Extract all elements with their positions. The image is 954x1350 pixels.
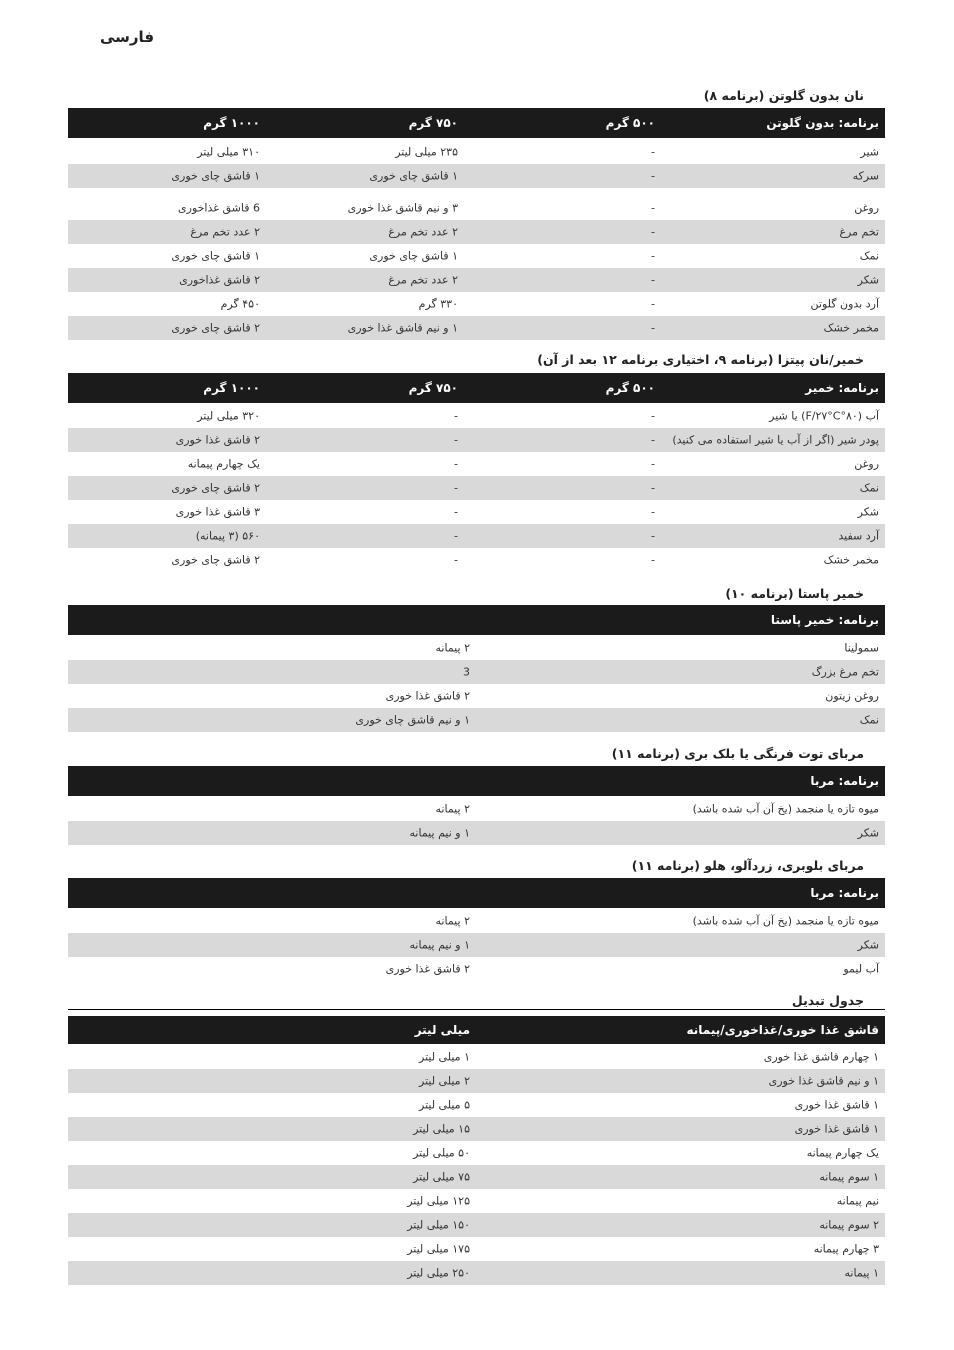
section-title-pizza: خمیر/نان پیتزا (برنامه ۹، اختیاری برنامه ۱۲ بعد از آن) bbox=[537, 352, 864, 367]
cell: ۱ و نیم پیمانه bbox=[409, 826, 470, 840]
cell: ۵ میلی لیتر bbox=[419, 1098, 470, 1112]
cell: - bbox=[651, 481, 655, 495]
section-title-gluten-free: نان بدون گلوتن (برنامه ۸) bbox=[703, 88, 864, 103]
cell: نیم پیمانه bbox=[836, 1194, 879, 1208]
cell: پودر شیر (اگر از آب یا شیر استفاده می کنید) bbox=[672, 433, 879, 447]
table-row bbox=[68, 196, 885, 220]
table-row bbox=[68, 708, 885, 732]
cell: - bbox=[651, 409, 655, 423]
table-row bbox=[68, 164, 885, 188]
cell: ۱ قاشق چای خوری bbox=[369, 249, 458, 263]
table-header-jam bbox=[68, 878, 885, 908]
cell: ۴۵۰ گرم bbox=[220, 297, 260, 311]
cell: ۳ و نیم قاشق غذا خوری bbox=[347, 201, 458, 215]
header-cell: ۱۰۰۰ گرم bbox=[203, 381, 260, 395]
cell: - bbox=[651, 145, 655, 159]
section-title-conversion: جدول تبدیل bbox=[791, 993, 864, 1008]
table-row bbox=[68, 636, 885, 660]
table-row bbox=[68, 292, 885, 316]
cell: ۲ پیمانه bbox=[435, 802, 470, 816]
cell: ۱ پیمانه bbox=[844, 1266, 879, 1280]
cell: ۱ قاشق چای خوری bbox=[171, 249, 260, 263]
cell: ۷۵ میلی لیتر bbox=[413, 1170, 470, 1184]
cell: آرد بدون گلوتن bbox=[810, 297, 879, 311]
cell: سرکه bbox=[852, 169, 879, 183]
cell: روغن bbox=[854, 201, 879, 215]
table-row bbox=[68, 452, 885, 476]
cell: ۱ و نیم پیمانه bbox=[409, 938, 470, 952]
cell: - bbox=[454, 409, 458, 423]
cell: ۱ قاشق غذا خوری bbox=[794, 1122, 879, 1136]
table-header-pizza bbox=[68, 373, 885, 403]
cell: ۳۲۰ میلی لیتر bbox=[197, 409, 260, 423]
table-row bbox=[68, 1141, 885, 1165]
table-row bbox=[68, 957, 885, 981]
cell: - bbox=[454, 529, 458, 543]
cell: ۱۵ میلی لیتر bbox=[413, 1122, 470, 1136]
header-cell: برنامه: خمیر پاستا bbox=[770, 613, 879, 627]
cell: ۲۵۰ میلی لیتر bbox=[407, 1266, 470, 1280]
cell: ۵۶۰ (۳ پیمانه) bbox=[195, 529, 260, 543]
cell: شکر bbox=[857, 826, 879, 840]
cell: نمک bbox=[859, 481, 879, 495]
cell: ۳ قاشق غذا خوری bbox=[175, 505, 260, 519]
header-cell: برنامه: مربا bbox=[810, 774, 879, 788]
cell: - bbox=[454, 457, 458, 471]
cell: ۱ و نیم قاشق غذا خوری bbox=[347, 321, 458, 335]
cell: ۲ قاشق غذا خوری bbox=[385, 689, 470, 703]
section-title-blueberry-jam: مربای بلوبری، زردآلو، هلو (برنامه ۱۱) bbox=[631, 858, 864, 873]
cell: ۱ قاشق غذا خوری bbox=[794, 1098, 879, 1112]
cell: ۲ عدد تخم مرغ bbox=[388, 273, 458, 287]
cell: نمک bbox=[859, 713, 879, 727]
cell: ۲ میلی لیتر bbox=[419, 1074, 470, 1088]
cell: - bbox=[651, 457, 655, 471]
table-row bbox=[68, 1237, 885, 1261]
cell: شکر bbox=[857, 273, 879, 287]
table-row bbox=[68, 244, 885, 268]
table-row bbox=[68, 524, 885, 548]
cell: تخم مرغ بزرگ bbox=[811, 665, 879, 679]
header-cell: ۷۵۰ گرم bbox=[408, 116, 458, 130]
section-title-pasta: خمیر پاستا (برنامه ۱۰) bbox=[725, 586, 864, 601]
header-cell: برنامه: بدون گلوتن bbox=[766, 116, 879, 130]
table-row bbox=[68, 316, 885, 340]
cell: میوه تازه یا منجمد (یخ آن آب شده باشد) bbox=[692, 802, 879, 816]
cell: - bbox=[454, 553, 458, 567]
cell: - bbox=[651, 529, 655, 543]
cell: - bbox=[651, 505, 655, 519]
table-row bbox=[68, 220, 885, 244]
cell: ۵۰ میلی لیتر bbox=[413, 1146, 470, 1160]
cell: یک چهارم پیمانه bbox=[187, 457, 260, 471]
cell: 3 bbox=[463, 665, 470, 679]
cell: ۱ و نیم قاشق چای خوری bbox=[355, 713, 470, 727]
table-row bbox=[68, 1045, 885, 1069]
cell: ۱ و نیم قاشق غذا خوری bbox=[768, 1074, 879, 1088]
cell: آب (۸۰°F/۲۷°C) یا شیر bbox=[769, 409, 879, 423]
header-cell: ۱۰۰۰ گرم bbox=[203, 116, 260, 130]
cell: 6 قاشق غذاخوری bbox=[178, 201, 260, 215]
cell: ۲ پیمانه bbox=[435, 641, 470, 655]
cell: - bbox=[454, 481, 458, 495]
cell: ۳ چهارم پیمانه bbox=[813, 1242, 879, 1256]
header-cell: برنامه: خمیر bbox=[805, 381, 879, 395]
table-row bbox=[68, 268, 885, 292]
cell: یک چهارم پیمانه bbox=[806, 1146, 879, 1160]
header-cell: ۷۵۰ گرم bbox=[408, 381, 458, 395]
table-row bbox=[68, 404, 885, 428]
table-row bbox=[68, 140, 885, 164]
cell: ۲ عدد تخم مرغ bbox=[190, 225, 260, 239]
table-header-gluten-free bbox=[68, 108, 885, 138]
cell: مخمر خشک bbox=[823, 321, 879, 335]
divider bbox=[68, 1009, 885, 1010]
table-header-jam bbox=[68, 766, 885, 796]
table-row bbox=[68, 1093, 885, 1117]
cell: آرد سفید bbox=[838, 529, 879, 543]
table-row bbox=[68, 428, 885, 452]
cell: میوه تازه یا منجمد (یخ آن آب شده باشد) bbox=[692, 914, 879, 928]
cell: - bbox=[651, 169, 655, 183]
cell: ۲ قاشق غذا خوری bbox=[175, 433, 260, 447]
table-row bbox=[68, 1117, 885, 1141]
header-cell: میلی لیتر bbox=[414, 1023, 470, 1037]
cell: - bbox=[651, 553, 655, 567]
cell: ۲ سوم پیمانه bbox=[819, 1218, 879, 1232]
cell: ۱ چهارم قاشق غذا خوری bbox=[763, 1050, 879, 1064]
cell: ۲ قاشق چای خوری bbox=[171, 481, 260, 495]
cell: ۳۱۰ میلی لیتر bbox=[197, 145, 260, 159]
cell: تخم مرغ bbox=[839, 225, 879, 239]
cell: روغن bbox=[854, 457, 879, 471]
header-cell: ۵۰۰ گرم bbox=[605, 381, 655, 395]
cell: شیر bbox=[860, 145, 879, 159]
cell: - bbox=[454, 433, 458, 447]
table-row bbox=[68, 821, 885, 845]
header-cell: ۵۰۰ گرم bbox=[605, 116, 655, 130]
cell: - bbox=[651, 249, 655, 263]
table-row bbox=[68, 684, 885, 708]
cell: آب لیمو bbox=[843, 962, 879, 976]
cell: - bbox=[651, 433, 655, 447]
cell: ۲ قاشق غذا خوری bbox=[385, 962, 470, 976]
table-header-pasta bbox=[68, 605, 885, 635]
cell: - bbox=[651, 201, 655, 215]
table-row bbox=[68, 797, 885, 821]
cell: ۲ قاشق غذاخوری bbox=[179, 273, 260, 287]
table-row bbox=[68, 1189, 885, 1213]
cell: ۲ قاشق چای خوری bbox=[171, 321, 260, 335]
table-row bbox=[68, 1069, 885, 1093]
table-row bbox=[68, 548, 885, 572]
section-title-strawberry-jam: مربای توت فرنگی یا بلک بری (برنامه ۱۱) bbox=[611, 746, 864, 761]
cell: ۲ عدد تخم مرغ bbox=[388, 225, 458, 239]
table-row bbox=[68, 500, 885, 524]
cell: شکر bbox=[857, 938, 879, 952]
table-row bbox=[68, 909, 885, 933]
cell: ۱ قاشق چای خوری bbox=[369, 169, 458, 183]
cell: ۱۷۵ میلی لیتر bbox=[407, 1242, 470, 1256]
cell: شکر bbox=[857, 505, 879, 519]
cell: نمک bbox=[859, 249, 879, 263]
cell: - bbox=[651, 273, 655, 287]
cell: روغن زیتون bbox=[825, 689, 879, 703]
cell: ۱۵۰ میلی لیتر bbox=[407, 1218, 470, 1232]
table-row bbox=[68, 476, 885, 500]
table-row bbox=[68, 660, 885, 684]
table-row bbox=[68, 933, 885, 957]
cell: ۲ قاشق چای خوری bbox=[171, 553, 260, 567]
cell: - bbox=[651, 225, 655, 239]
cell: - bbox=[651, 321, 655, 335]
cell: ۱۲۵ میلی لیتر bbox=[407, 1194, 470, 1208]
table-header-conversion bbox=[68, 1016, 885, 1044]
table-row bbox=[68, 1165, 885, 1189]
header-cell: قاشق غذا خوری/غذاخوری/پیمانه bbox=[686, 1023, 879, 1037]
cell: - bbox=[651, 297, 655, 311]
cell: سمولینا bbox=[844, 641, 879, 655]
cell: ۱ قاشق چای خوری bbox=[171, 169, 260, 183]
cell: ۳۳۰ گرم bbox=[418, 297, 458, 311]
table-row bbox=[68, 1261, 885, 1285]
header-cell: برنامه: مربا bbox=[810, 886, 879, 900]
cell: مخمر خشک bbox=[823, 553, 879, 567]
table-row bbox=[68, 1213, 885, 1237]
cell: - bbox=[454, 505, 458, 519]
cell: ۱ سوم پیمانه bbox=[819, 1170, 879, 1184]
cell: ۱ میلی لیتر bbox=[419, 1050, 470, 1064]
cell: ۲۳۵ میلی لیتر bbox=[395, 145, 458, 159]
cell: ۲ پیمانه bbox=[435, 914, 470, 928]
language-label: فارسی bbox=[100, 28, 155, 46]
